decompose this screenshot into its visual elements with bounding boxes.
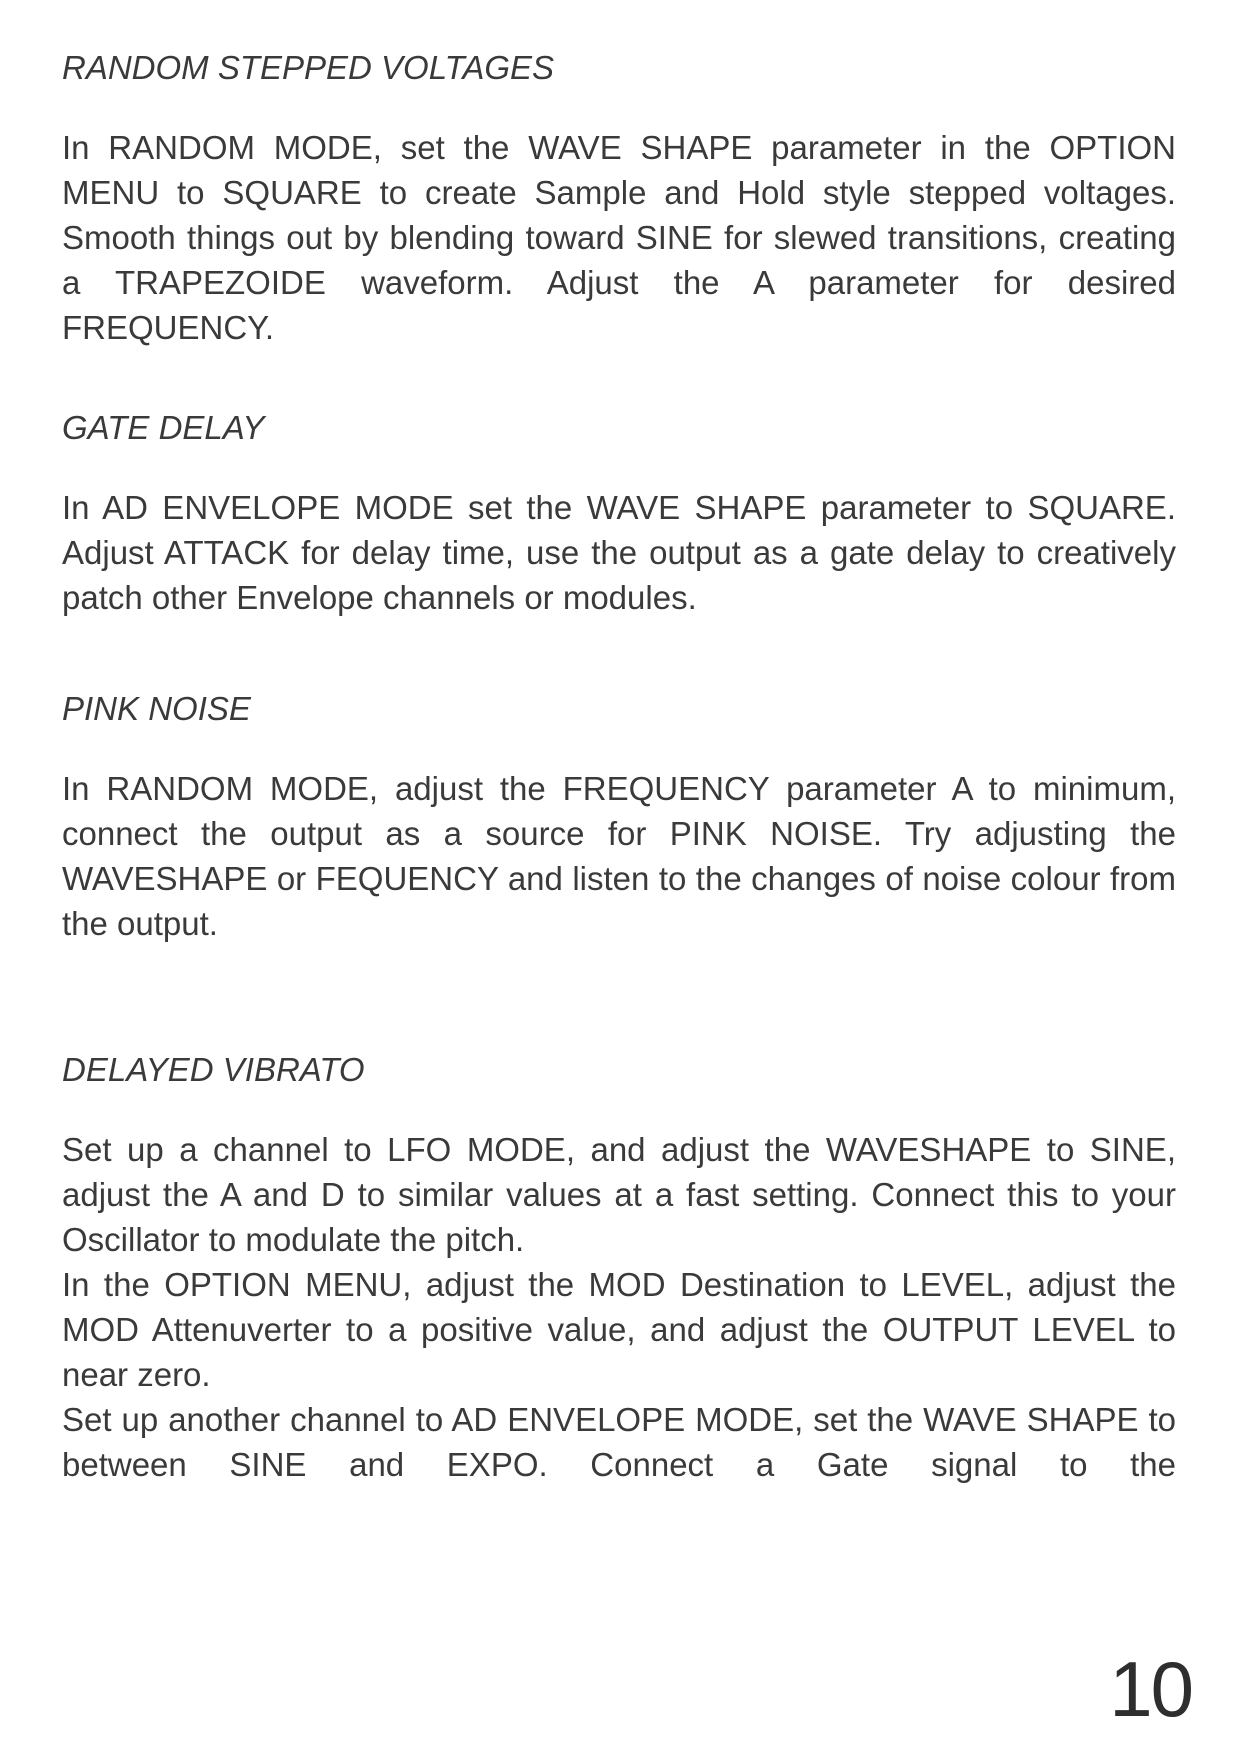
- section-heading: PINK NOISE: [62, 690, 251, 727]
- section-paragraph: In AD ENVELOPE MODE set the WAVE SHAPE parameter to SQUARE. Adjust ATTACK for delay time, use the output as a gate delay to creatively patch other Envelope channels or modules.: [62, 489, 1176, 616]
- section-random-stepped-voltages: [62, 45, 1176, 350]
- section-gate-delay: [62, 405, 1176, 620]
- section-heading: RANDOM STEPPED VOLTAGES: [62, 49, 555, 86]
- section-paragraph: In RANDOM MODE, adjust the FREQUENCY parameter A to minimum, connect the output as a source for PINK NOISE. Try adjusting the WAVESHAPE or FEQUENCY and listen to the changes of noise colour from the output.: [62, 770, 1176, 942]
- section-heading: DELAYED VIBRATO: [62, 1051, 365, 1088]
- section-paragraph: In the OPTION MENU, adjust the MOD Destination to LEVEL, adjust the MOD Attenuverter to a positive value, and adjust the OUTPUT LEVEL to near zero.: [62, 1266, 1176, 1393]
- section-pink-noise: [62, 686, 1176, 946]
- section-delayed-vibrato: [62, 1047, 1176, 1487]
- section-paragraph: Set up a channel to LFO MODE, and adjust the WAVESHAPE to SINE, adjust the A and D to similar values at a fast setting. Connect this to your Oscillator to modulate the pitch.: [62, 1131, 1176, 1258]
- page-number: 10: [1109, 1645, 1192, 1733]
- section-paragraph: In RANDOM MODE, set the WAVE SHAPE parameter in the OPTION MENU to SQUARE to create Sample and Hold style stepped voltages. Smooth things out by blending toward SINE for slewed transitions, creating a TRAPEZOIDE waveform. Adjust the A parameter for desired FREQUENCY.: [62, 129, 1176, 346]
- section-heading: GATE DELAY: [62, 409, 265, 446]
- section-paragraph: Set up another channel to AD ENVELOPE MODE, set the WAVE SHAPE to between SINE and EXPO. Connect a Gate signal to the: [62, 1401, 1176, 1483]
